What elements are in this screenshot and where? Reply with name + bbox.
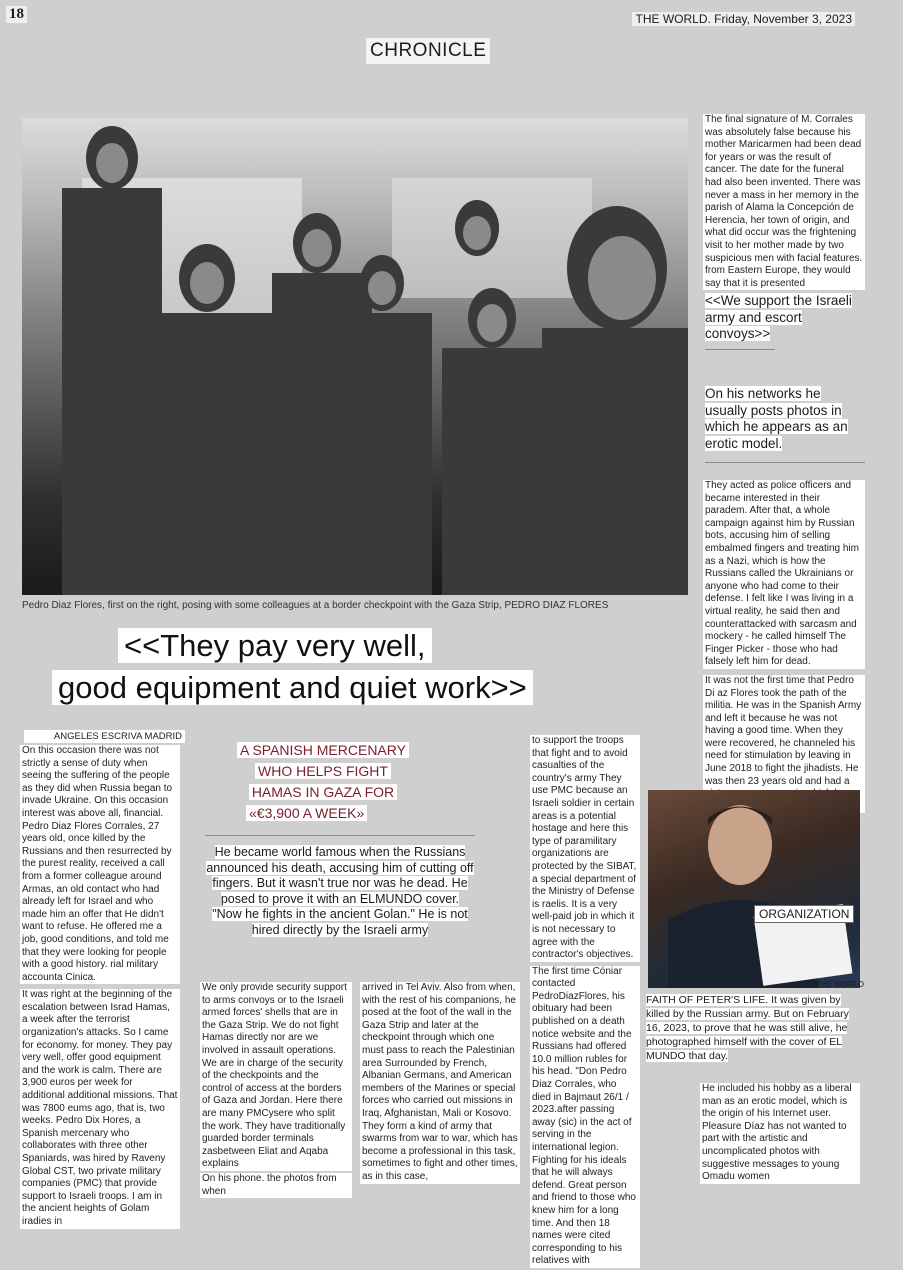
paragraph: It was not the first time that Pedro Di az Flores took the path of the militia. He was in the Spanish Army and left it because he was not having a good time. When they were recovered, he channeled his need for stimulation by leaving in June 2018 to fight the jihadists. He was then 23 years old and had a xyxy=(703,675,865,814)
pull-quote xyxy=(52,625,533,709)
main-photo-caption: Pedro Diaz Flores, first on the right, posing with some colleagues at a border checkpoint with the Gaza Strip, PEDRO DIAZ FLORES xyxy=(22,600,609,611)
divider xyxy=(705,349,775,350)
headline-line-1: A SPANISH MERCENARY xyxy=(237,742,409,758)
masthead-date: THE WORLD. Friday, November 3, 2023 xyxy=(632,12,855,26)
byline: ANGELES ESCRIVA MADRID xyxy=(24,730,185,743)
column-2 xyxy=(200,982,352,1200)
group-photo-illustration xyxy=(22,118,688,595)
column-1 xyxy=(20,745,180,1231)
right-column-top xyxy=(703,114,865,292)
portrait-illustration xyxy=(648,790,860,988)
headline-line-2: WHO HELPS FIGHT xyxy=(255,763,391,779)
standfirst xyxy=(205,845,475,938)
portrait-caption xyxy=(646,993,860,1063)
paragraph: On this occasion there was not strictly a sense of duty when seeing the suffering of the people as they did when Russia began to invade Ukraine. On this occasion interest was above all, financial. Pedro Diaz Flores Corrales, 27 years old, once killed by the Russians and then resurrected by the purest reality, received a call from a former colleague around Armas, an old contact who had already left for Israel and who made him an offer that He didn't want to refuse. He offered me a job, good conditions, and told me that they were looking for people with a good history. rial military accounta Cinica. xyxy=(20,745,180,984)
paragraph: We only provide security support to arms convoys or to the Israeli armed forces' shells that are in the Gaza Strip. We do not fight Hamas directly nor are we involved in assault operations. We are in charge of the security of the checkpoints and the control of access at the borders of Gaza and Jordan. Here there are many PMCysere who split the work. They have traditionally guarded border terminals zasbetween Eliat and Aqaba explains xyxy=(200,982,352,1171)
divider xyxy=(205,835,475,836)
paragraph: to support the troops that fight and to avoid casualties of the country's army They use PMC because an Israeli soldier in certain areas is a potential hostage and here this type of paramilitary organizations are protected by the SIBAT, a special department of the Ministry of Defense is raelis. It is a very well-paid job in which it is not necessary to agree with the contractor's objectives. xyxy=(530,735,640,962)
headline-line-4: «€3,900 A WEEK» xyxy=(246,805,367,821)
page-number: 18 xyxy=(6,6,27,23)
side-quote-2 xyxy=(705,386,865,463)
pull-quote-line-2: good equipment and quiet work>> xyxy=(52,670,533,705)
portrait-caption-text: FAITH OF PETER'S LIFE. It was given by killed by the Russian army. But on February 16, 2023, to prove that he was still alive, he photographed himself with the cover of EL MUNDO that day. xyxy=(646,994,849,1062)
side-quote-1-text: <<We support the Israeli army and escort convoys>> xyxy=(705,293,852,341)
paragraph: arrived in Tel Aviv. Also from when, with the rest of his companions, he posed at the foot of the wall in the Gaza Strip and later at the checkpoint through which one must pass to reach the Palestinian area Surrounded by French, Albanian Germans, and American members of the Marines or special forces who carried out missions in Iraq, Afghanistan, Mali or Kosovo. They form a kind of army that swarms from war to war, which has become a professional in this task, sometimes to fight and other times, as in this case, xyxy=(360,982,520,1184)
headline xyxy=(208,740,438,824)
paragraph: The final signature of M. Corrales was absolutely false because his mother Maricarmen had been dead for years or was the result of cancer. The date for the funeral had also been invented. There was never a mass in her memory in the parish of Alama la Concepción de Herencia, her town of origin, and what did occur was the frightening visit to her mother made by two suspicious men with facial features. from Eastern Europe, they would say that it is presented xyxy=(703,114,865,290)
paragraph: The first time Cóniar contacted PedroDiazFlores, his obituary had been published on a death notice website and the Russians had offered 10.0 million rubles for his head. "Don Pedro Diaz Corrales, who died in Bajmaut 26/1 / 2023.after passing away (sic) in the act of serving in the international legion. Fighting for his ideals that he will always defend. Great person and friend to those who knew him for a long time. And then 18 names were cited corresponding to his relatives with xyxy=(530,966,640,1268)
section-title: CHRONICLE xyxy=(366,38,490,64)
headline-line-3: HAMAS IN GAZA FOR xyxy=(249,784,397,800)
divider xyxy=(705,462,865,463)
standfirst-text: He became world famous when the Russians announced his death, accusing him of cutting off fingers. But it wasn't true nor was he dead. He posed to prove it with an ELMUNDO cover. "Now he fights in the ancient Golan." He is not hired directly by the Israeli army xyxy=(206,845,474,937)
side-quote-1 xyxy=(705,293,865,350)
organization-badge: ORGANIZATION xyxy=(754,905,854,923)
paragraph: It was right at the beginning of the escalation between Israd Hamas, a week after the terrorist organization's attacks. So I came for economy. for money. They pay very well, offer good equipment and the work is calm. There are 3,900 euros per week for additional additional missions. That was 7800 eums ago, that is, two weeks. Pedro Dix Hores, a Spanish mercenary who collaborates with three other Spaniards, was hired by Raveny Global CST, two private military companies (PMC) that provide support to Israeli troops. I am in the ancient heights of Golam iradies in xyxy=(20,989,180,1228)
portrait-photo xyxy=(648,790,860,988)
right-column-middle xyxy=(703,480,865,815)
column-4 xyxy=(530,735,640,1270)
paragraph: He included his hobby as a liberal man as an erotic model, which is the origin of his Internet user. Pleasure Díaz has not wanted to part with the artistic and uncomplicated photos with suggestive messages to young Omadu women xyxy=(700,1083,860,1184)
main-photo xyxy=(22,118,688,595)
photo-credit: THE WORLD xyxy=(816,980,864,989)
column-6-bottom xyxy=(700,1083,860,1186)
side-quote-2-text: On his networks he usually posts photos in which he appears as an erotic model. xyxy=(705,386,848,451)
paragraph: On his phone. the photos from when xyxy=(200,1173,352,1198)
column-3 xyxy=(360,982,520,1186)
paragraph: They acted as police officers and became interested in their paradem. After that, a whole campaign against him by Russian bots, accusing him of selling embalmed fingers and treating him as a Nazi, which is how the Russians called the Ukrainians or anyone who had come to their defense. I felt like I was living in a virtual reality, he said then and counterattacked with sarcasm and mockery - he called himself The Finger Picker - those who had falsely left him for dead. xyxy=(703,480,865,669)
pull-quote-line-1: <<They pay very well, xyxy=(118,628,432,663)
